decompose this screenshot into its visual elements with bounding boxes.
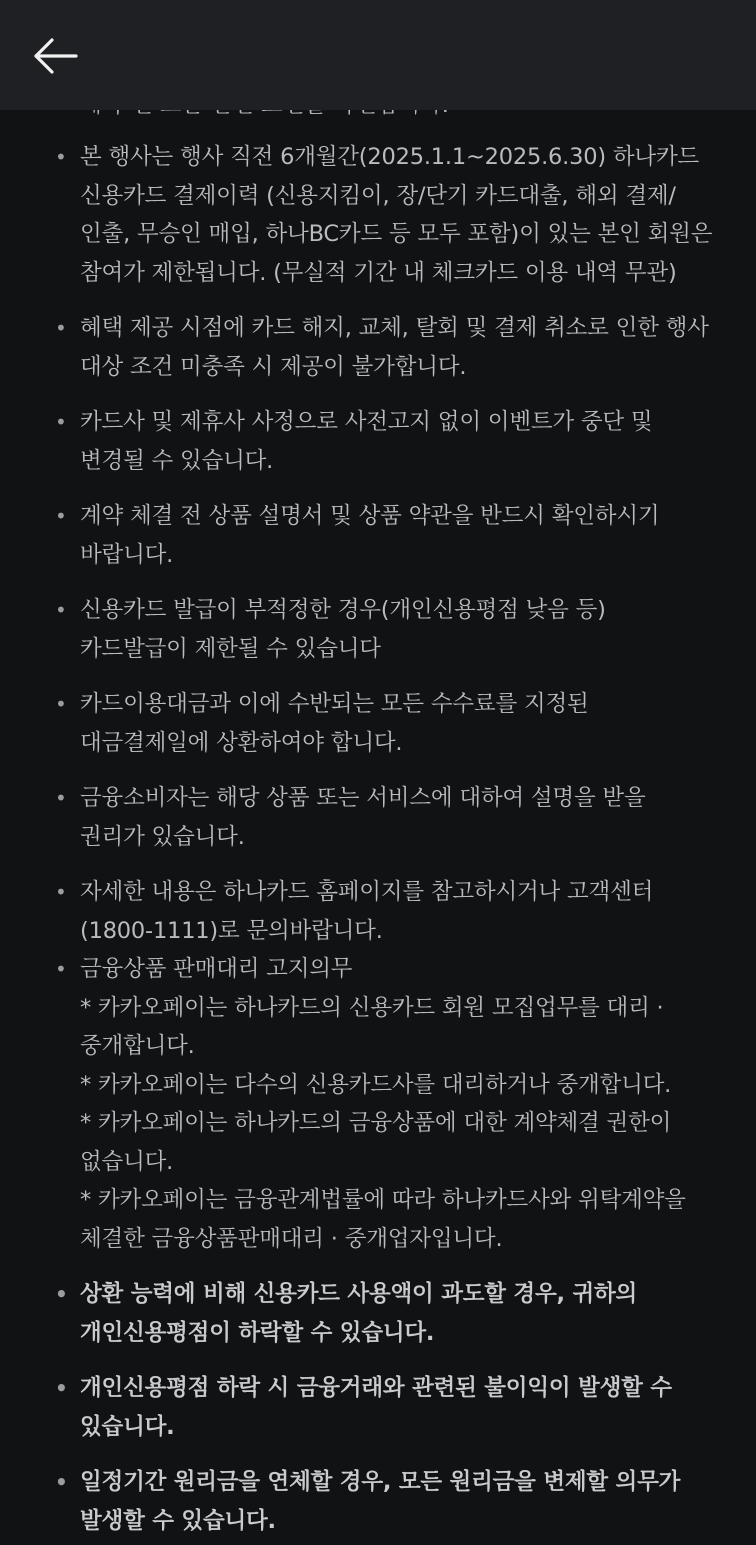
notice-item [0, 403, 756, 480]
notice-text: 본 행사는 행사 직전 6개월간(2025.1.1~2025.6.30) 하나카드 신용카드 결제이력 (신용지킴이, 장/단기 카드대출, 해외 결제/인출, 무승인 매입, 하나BC카드 등 모두 포함)이 있는 본인 회원은 참여가 제한됩니다. (무실적 기간 내 체크카드 이용 내역 무관) [80, 144, 713, 286]
notice-item [0, 873, 756, 950]
warning-text: 일정기간 원리금을 연체할 경우, 모든 원리금을 변제할 의무가 발생할 수 있습니다. [80, 1469, 681, 1534]
back-button[interactable] [26, 28, 86, 84]
bullet-icon: • [55, 316, 67, 340]
notice-text: 자세한 내용은 하나카드 홈페이지를 참고하시거나 고객센터(1800-1111)로 문의바랍니다. [80, 879, 654, 944]
notice-item [0, 685, 756, 762]
agency-notice-line: * 카카오페이는 다수의 신용카드사를 대리하거나 중개합니다. [80, 1071, 672, 1098]
notice-item [0, 309, 756, 386]
notice-item [0, 779, 756, 856]
warning-item [0, 1275, 756, 1352]
warning-item [0, 1463, 756, 1540]
agency-notice-line: * 카카오페이는 금융관계법률에 따라 하나카드사와 위탁계약을 체결한 금융상품판매대리 · 중개업자입니다. [80, 1187, 686, 1252]
notice-text: 카드사 및 제휴사 사정으로 사전고지 없이 이벤트가 중단 및 변경될 수 있습니다. [80, 409, 653, 474]
bullet-icon: • [55, 598, 67, 622]
bullet-icon: • [55, 410, 67, 434]
agency-notice-line: * 카카오페이는 하나카드의 신용카드 회원 모집업무를 대리 · 중개합니다. [80, 994, 664, 1059]
warning-text: 상환 능력에 비해 신용카드 사용액이 과도할 경우, 귀하의 개인신용평점이 하락할 수 있습니다. [80, 1281, 638, 1346]
top-navigation-bar [0, 0, 756, 110]
bullet-icon: • [55, 957, 67, 981]
notice-item [0, 591, 756, 668]
notice-text: 금융소비자는 해당 상품 또는 서비스에 대하여 설명을 받을 권리가 있습니다. [80, 785, 646, 850]
notice-item [0, 138, 756, 292]
bullet-icon: • [55, 1282, 68, 1306]
notice-text: 혜택 제공 시점에 카드 해지, 교체, 탈회 및 결제 취소로 인한 행사 대상 조건 미충족 시 제공이 불가합니다. [80, 315, 709, 380]
bullet-icon: • [55, 1470, 68, 1494]
bullet-icon: • [55, 786, 67, 810]
agency-notice-item [0, 950, 756, 1258]
arrow-left-icon [26, 28, 86, 84]
bullet-icon: • [55, 504, 67, 528]
notice-list [0, 138, 756, 1545]
notice-text: 신용카드 발급이 부적정한 경우(개인신용평점 낮음 등) 카드발급이 제한될 수 있습니다 [80, 597, 606, 662]
notice-item [0, 497, 756, 574]
bullet-icon: • [55, 880, 67, 904]
agency-notice-line: * 카카오페이는 하나카드의 금융상품에 대한 계약체결 권한이 없습니다. [80, 1110, 672, 1175]
agency-notice-title: 금융상품 판매대리 고지의무 [80, 956, 353, 982]
bullet-icon: • [55, 692, 67, 716]
bullet-icon: • [55, 1376, 68, 1400]
warning-text: 개인신용평점 하락 시 금융거래와 관련된 불이익이 발생할 수 있습니다. [80, 1375, 672, 1440]
bullet-icon: • [55, 145, 67, 169]
notice-text: 카드이용대금과 이에 수반되는 모든 수수료를 지정된 대금결제일에 상환하여야 합니다. [80, 691, 589, 756]
warning-item [0, 1369, 756, 1446]
notice-text: 계약 체결 전 상품 설명서 및 상품 약관을 반드시 확인하시기 바랍니다. [80, 503, 660, 568]
